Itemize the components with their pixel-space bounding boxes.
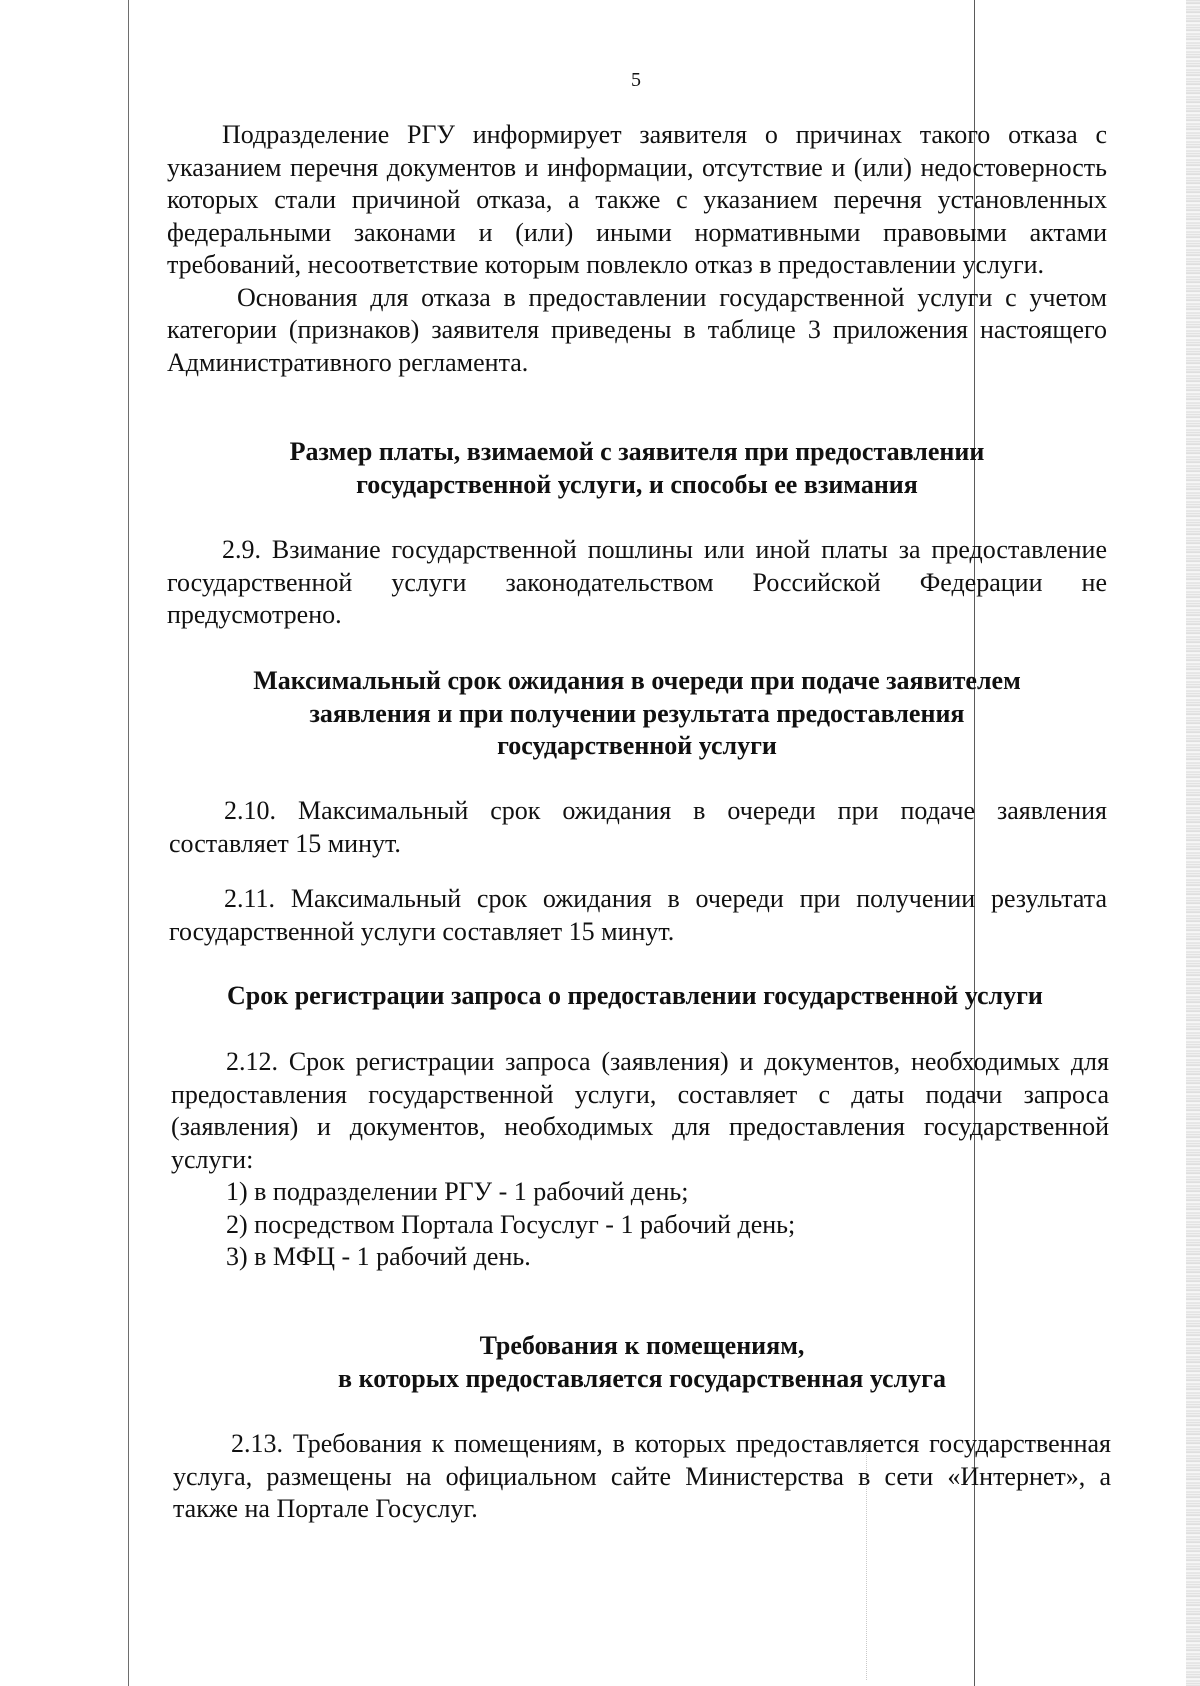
paragraph-2-9 xyxy=(167,534,1107,632)
paragraph-text: 2.10. Максимальный срок ожидания в очереди при подаче заявления составляет 15 минут. xyxy=(169,796,1107,858)
paragraph-text: Основания для отказа в предоставлении государственной услуги с учетом категории (признаков) заявителя приведены в таблице 3 приложения настоящего Административного регламента. xyxy=(167,282,1107,377)
list-item: 2) посредством Портала Госуслуг - 1 рабочий день; xyxy=(226,1209,796,1239)
paragraph-text: 2.9. Взимание государственной пошлины или иной платы за предоставление государственной услуги законодательством Российской Федерации не предусмотрено. xyxy=(167,535,1107,629)
list-item: 1) в подразделении РГУ - 1 рабочий день; xyxy=(226,1177,689,1206)
paragraph-2-12 xyxy=(171,1046,1109,1176)
scan-margin-line xyxy=(128,0,129,1686)
registration-list xyxy=(226,1176,795,1274)
page-number: 5 xyxy=(631,69,641,91)
list-item: 3) в МФЦ - 1 рабочий день. xyxy=(226,1242,531,1271)
heading-line: заявления и при получении результата предоставления xyxy=(309,698,965,728)
section-heading-registration: Срок регистрации запроса о предоставлении государственной услуги xyxy=(227,981,1043,1010)
heading-line: Максимальный срок ожидания в очереди при подаче заявителем xyxy=(253,666,1021,695)
heading-line: Требования к помещениям, xyxy=(479,1331,805,1360)
paragraph-refusal-info xyxy=(167,119,1107,379)
paragraph-2-11 xyxy=(169,883,1107,948)
section-heading-premises xyxy=(170,1330,1114,1395)
section-heading-fee xyxy=(167,436,1107,501)
heading-line: в которых предоставляется государственная услуга xyxy=(338,1363,946,1393)
heading-line: государственной услуги, и способы ее взимания xyxy=(356,469,918,499)
heading-line: государственной услуги xyxy=(497,731,777,760)
scan-page-edge xyxy=(1186,0,1200,1686)
paragraph-text: 2.11. Максимальный срок ожидания в очереди при получении результата государственной услуги составляет 15 минут. xyxy=(169,884,1107,946)
paragraph-2-10 xyxy=(169,795,1107,860)
paragraph-text: Подразделение РГУ информирует заявителя о причинах такого отказа с указанием перечня документов и информации, отсутствие и (или) недостоверность которых стали причиной отказа, а также с указанием перечня установленных федеральными законами и (или) иными нормативными правовыми актами требований, несоответствие которым повлекло отказ в предоставлении услуги. xyxy=(167,120,1107,279)
paragraph-text: 2.13. Требования к помещениям, в которых предоставляется государственная услуга, размещены на официальном сайте Министерства в сети «Интернет», а также на Портале Госуслуг. xyxy=(173,1429,1111,1523)
paragraph-text: 2.12. Срок регистрации запроса (заявления) и документов, необходимых для предоставления государственной услуги, составляет с даты подачи запроса (заявления) и документов, необходимых для предоставления государственной услуги: xyxy=(171,1047,1109,1174)
paragraph-2-13 xyxy=(173,1428,1111,1526)
heading-line: Размер платы, взимаемой с заявителя при предоставлении xyxy=(289,437,985,466)
section-heading-queue xyxy=(167,665,1107,763)
